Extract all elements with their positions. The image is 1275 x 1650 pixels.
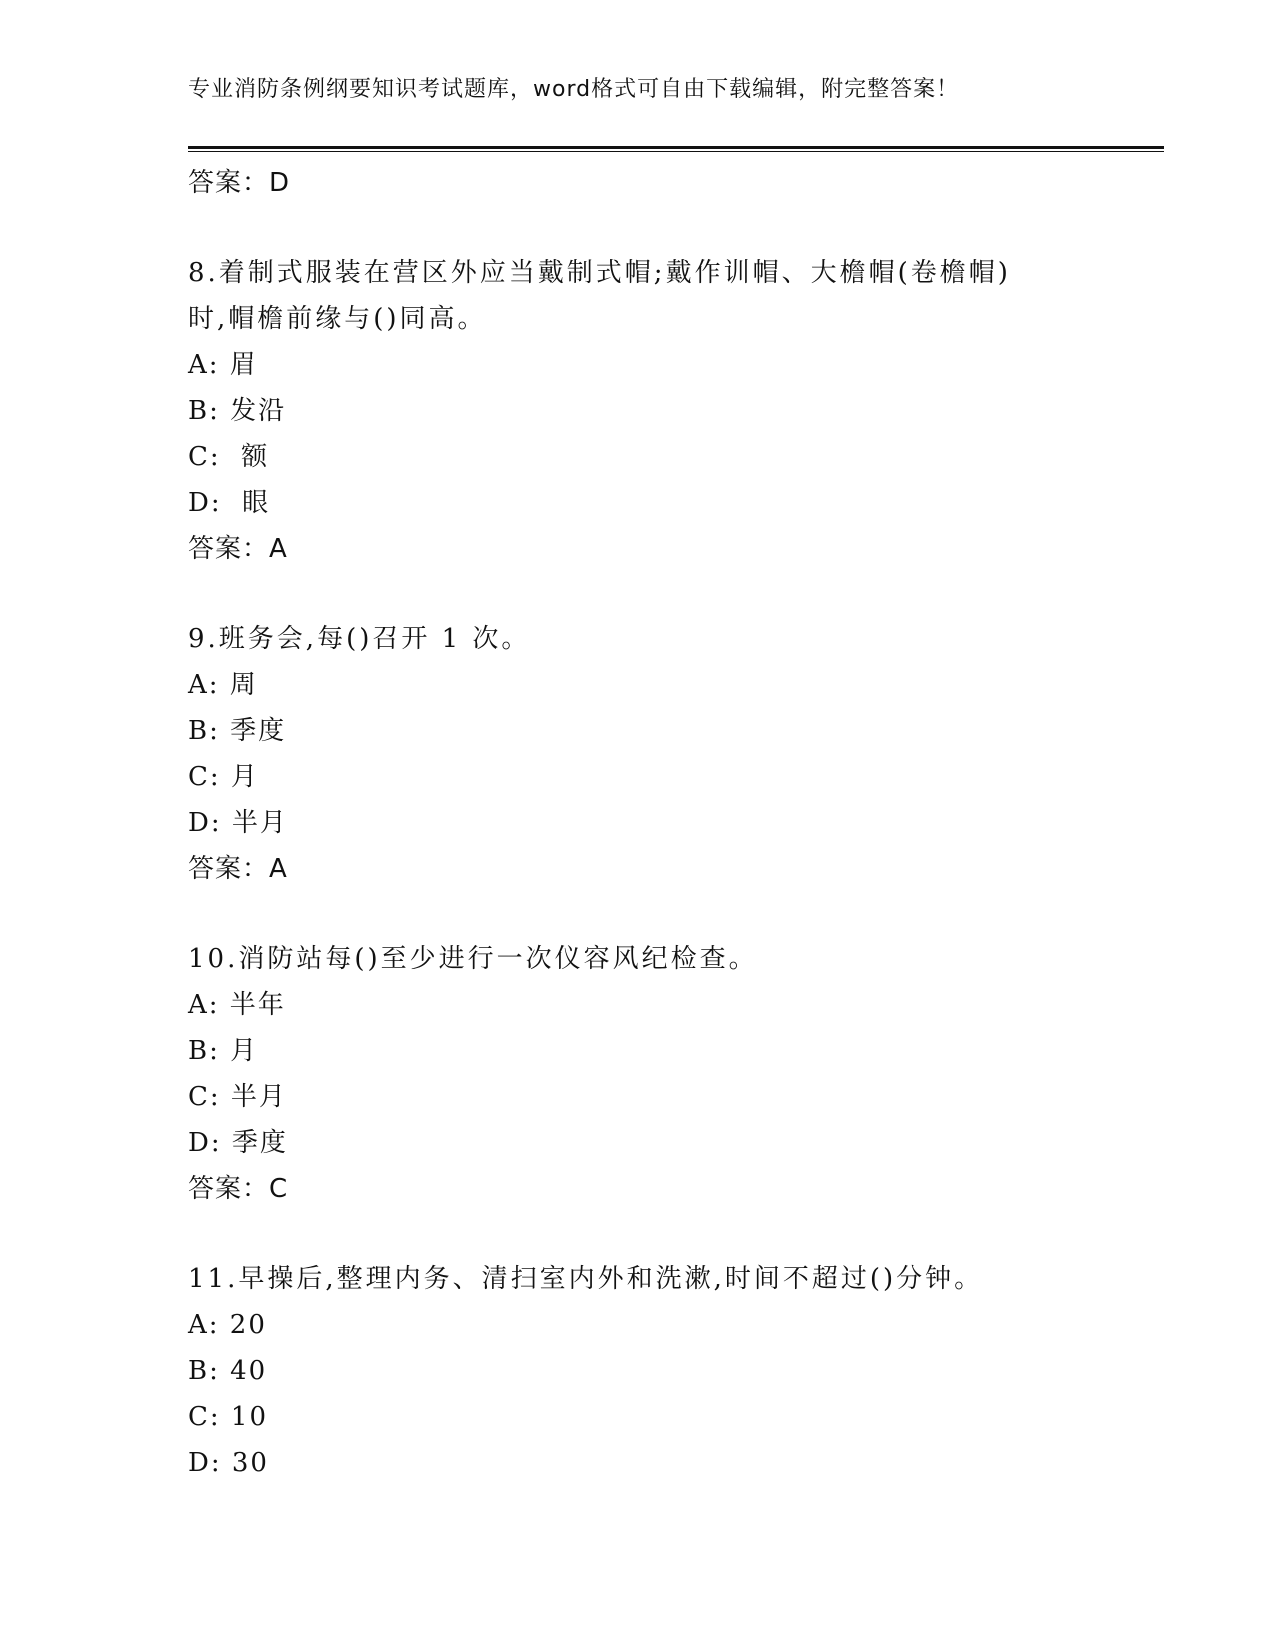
answer-line: 答案：A: [188, 534, 288, 564]
page-header: 专业消防条例纲要知识考试题库，word格式可自由下载编辑，附完整答案！: [188, 77, 960, 102]
question-text: 9.班务会,每()召开 1 次。: [188, 624, 531, 654]
question-text: 11.早操后,整理内务、清扫室内外和洗漱,时间不超过()分钟。: [188, 1264, 984, 1294]
option-d: D: 30: [188, 1448, 269, 1478]
option-b: B: 40: [188, 1356, 268, 1386]
question-8: [188, 250, 1164, 572]
option-b: B: 月: [188, 1036, 259, 1066]
option-b: B: 季度: [188, 716, 287, 746]
option-c: C: 半月: [188, 1082, 287, 1112]
question-11: [188, 1256, 1164, 1486]
answer-line: 答案：A: [188, 854, 288, 884]
option-c: C: 额: [188, 442, 270, 472]
document-body: [188, 160, 1164, 1486]
option-a: A: 周: [188, 670, 258, 700]
option-b: B: 发沿: [188, 396, 287, 426]
header-divider: [188, 146, 1164, 152]
option-d: D: 季度: [188, 1128, 288, 1158]
option-c: C: 10: [188, 1402, 269, 1432]
option-a: A: 眉: [188, 350, 258, 380]
question-text: 8.着制式服装在营区外应当戴制式帽;戴作训帽、大檐帽(卷檐帽)时,帽檐前缘与()同高。: [188, 258, 1011, 334]
answer-line: 答案：D: [188, 168, 291, 198]
answer-line: 答案：C: [188, 1174, 289, 1204]
option-d: D: 半月: [188, 808, 288, 838]
option-c: C: 月: [188, 762, 259, 792]
question-10: [188, 936, 1164, 1212]
option-a: A: 半年: [188, 990, 286, 1020]
question-text: 10.消防站每()至少进行一次仪容风纪检查。: [188, 944, 758, 974]
option-a: A: 20: [188, 1310, 267, 1340]
option-d: D: 眼: [188, 488, 271, 518]
question-9: [188, 616, 1164, 892]
